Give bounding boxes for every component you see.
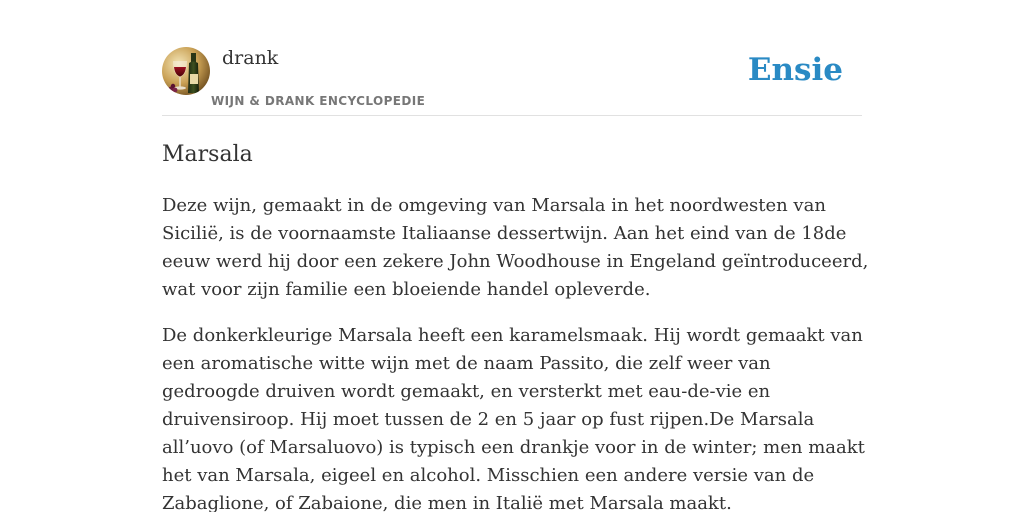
avatar-image	[162, 47, 210, 95]
category-link[interactable]: drank	[222, 47, 279, 69]
wine-glass-bottle-icon[interactable]	[162, 47, 210, 95]
article-body	[162, 192, 872, 512]
article-paragraph-1: Deze wijn, gemaakt in de omgeving van Marsala in het noordwesten van Sicilië, is de voornaamste Italiaanse dessertwijn. Aan het eind van de 18de eeuw werd hij door een zekere John Woodhouse in Engeland geïntroduceerd, wat voor zijn familie een bloeiende handel opleverde.	[162, 195, 869, 300]
ensie-logo-link[interactable]: Ensie	[747, 52, 843, 88]
article-paragraph-2: De donkerkleurige Marsala heeft een karamelsmaak. Hij wordt gemaakt van een aromatische witte wijn met de naam Passito, die zelf weer van gedroogde druiven wordt gemaakt, en versterkt met eau-de-vie en druivensiroop. Hij moet tussen de 2 en 5 jaar op fust rijpen.De Marsala all’uovo (of Marsaluovo) is typisch een drankje voor in de winter; men maakt het van Marsala, eigeel en alcohol. Misschien een andere versie van de Zabaglione, of Zabaione, die men in Italië met Marsala maakt.	[162, 325, 865, 512]
site-header	[162, 0, 862, 116]
article-title: Marsala	[162, 142, 253, 167]
site-subtitle: WIJN & DRANK ENCYCLOPEDIE	[211, 94, 426, 108]
